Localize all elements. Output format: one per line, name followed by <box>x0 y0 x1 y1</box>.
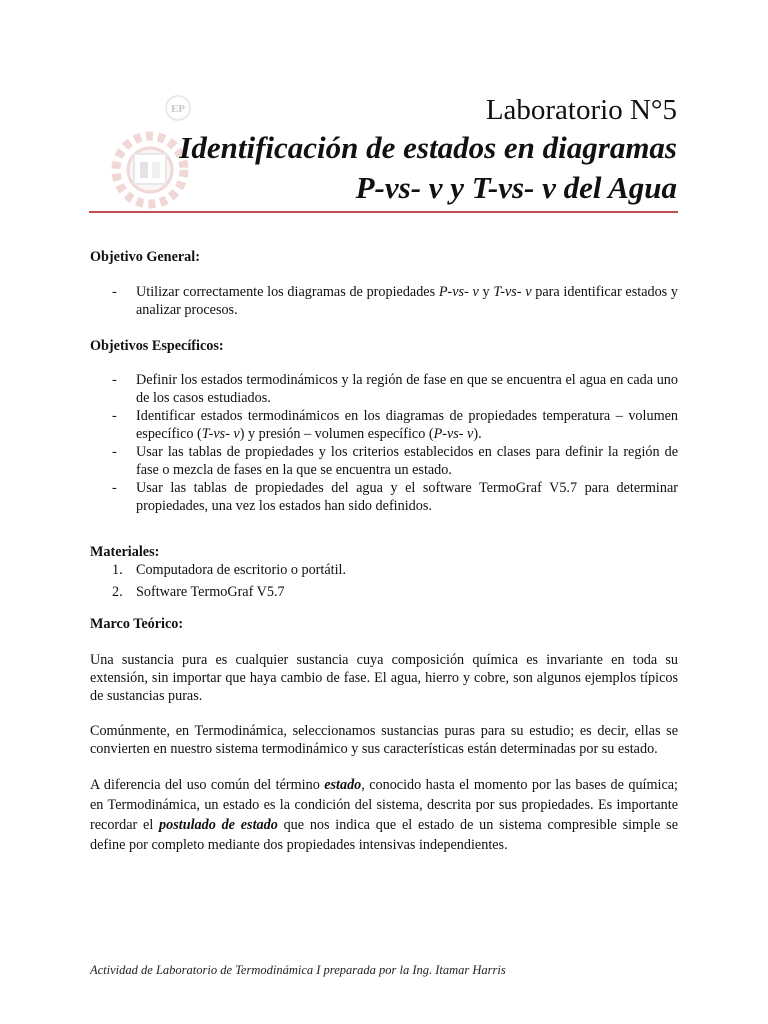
objetivos-especificos-heading: Objetivos Específicos: <box>90 338 224 354</box>
paragraph: Una sustancia pura es cualquier sustancia cuya composición química es invariante en toda su extensión, sin importar que haya cambio de fase. El agua, hierro y cobre, son algunos ejemplos típicos de sustancias puras. <box>90 652 678 704</box>
objetivo-general-heading: Objetivo General: <box>90 249 200 265</box>
list-item: - Usar las tablas de propiedades del agua y el software TermoGraf V5.7 para determinar propiedades, una vez los estados han sido definidos. <box>90 479 678 515</box>
title-line-2: P-vs- v y T-vs- v del Agua <box>355 170 677 205</box>
title-block <box>117 92 677 208</box>
document-body <box>90 248 678 855</box>
seal-initials: EP <box>170 103 186 115</box>
paragraph: Comúnmente, en Termodinámica, seleccionamos sustancias puras para su estudio; es decir, ellas se convierten en nuestro sistema termodinámico y sus características están determinadas por su estado. <box>90 723 678 757</box>
lab-number: Laboratorio N°5 <box>485 94 677 126</box>
list-item: - Identificar estados termodinámicos en los diagramas de propiedades temperatura – volumen específico (T-vs- v) y presión – volumen específico (P-vs- v). <box>90 407 678 443</box>
list-item: 2. Software TermoGraf V5.7 <box>112 584 285 600</box>
list-item: 1. Computadora de escritorio o portátil. <box>112 562 346 578</box>
list-item: - Definir los estados termodinámicos y la región de fase en que se encuentra el agua en cada uno de los casos estudiados. <box>90 371 678 407</box>
paragraph: A diferencia del uso común del término estado, conocido hasta el momento por las bases de química; en Termodinámica, un estado es la condición del sistema, descrita por sus propiedades. Es importante recordar el postulado de estado que nos indica que el estado de un sistema compresible simple se define por completo mediante dos propiedades intensivas independientes. <box>90 777 679 853</box>
title-divider <box>89 211 678 213</box>
materiales-list <box>90 561 678 601</box>
list-item: - Usar las tablas de propiedades y los criterios establecidos en clases para definir la región de fase o mezcla de fases en la que se encuentra un estado. <box>90 443 678 479</box>
materiales-heading: Materiales: <box>90 544 160 560</box>
list-item: - Utilizar correctamente los diagramas de propiedades P-vs- v y T-vs- v para identificar estados y analizar procesos. <box>90 283 678 319</box>
page-footer: Actividad de Laboratorio de Termodinámica I preparada por la Ing. Itamar Harris <box>90 963 506 977</box>
objetivos-especificos-list <box>90 371 678 515</box>
title-line-1: Identificación de estados en diagramas <box>179 130 677 165</box>
marco-teorico-heading: Marco Teórico: <box>90 616 184 632</box>
objetivo-general-list <box>90 283 678 319</box>
